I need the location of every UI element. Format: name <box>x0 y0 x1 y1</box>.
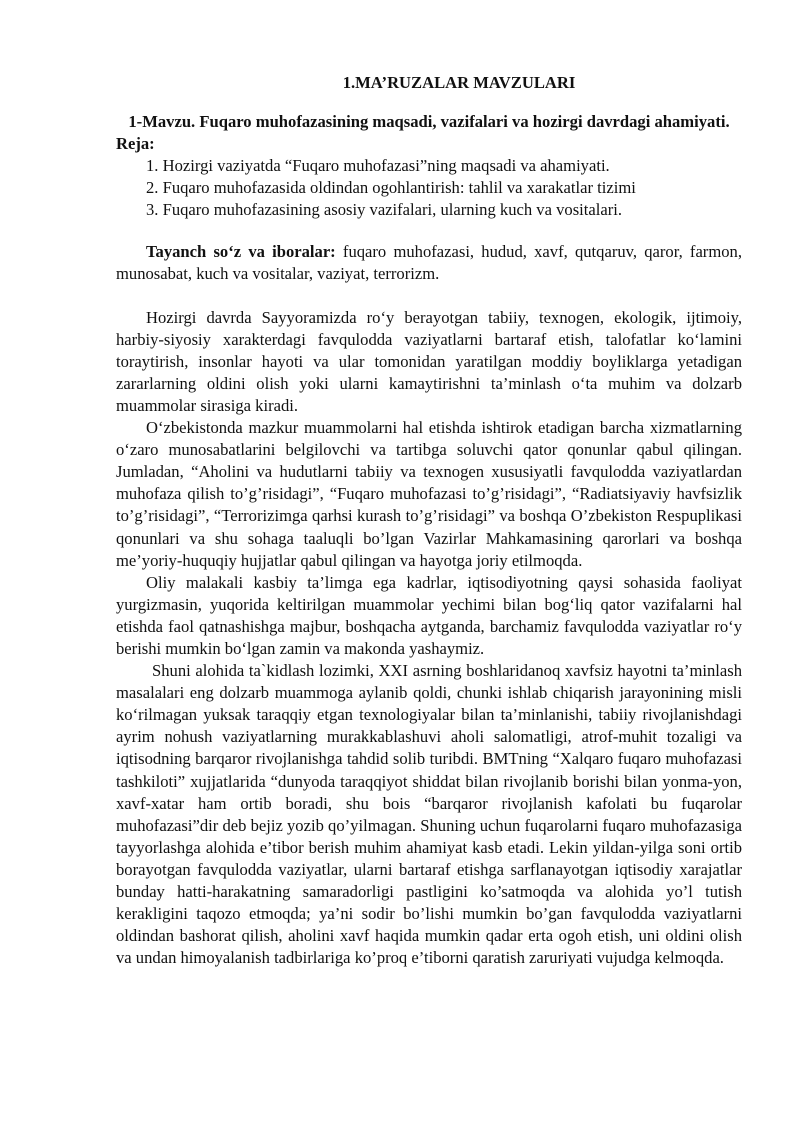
plan-item: 3. Fuqaro muhofazasining asosiy vazifalari, ularning kuch va vositalari. <box>146 200 623 220</box>
keywords-label: Tayanch so‘z va iboralar: <box>146 242 336 262</box>
body-paragraph: Hozirgi davrda Sayyoramizda ro‘y berayotgan tabiiy, texnogen, ekologik, ijtimoiy, harbiy-siyosiy xarakterdagi favqulodda vaziyatlarni bartaraf etish, talofatlar ko‘lamini toraytirish, insonlar hayoti va ular tomonidan yaratilgan moddiy boyliklarga yetadigan zararlarning oldini olish yoki ularni kamaytirishni ta’minlash o‘ta muhim va dolzarb muammolar sirasiga kiradi. <box>116 307 742 415</box>
plan-label: Reja: <box>116 134 155 153</box>
plan-list <box>116 155 742 221</box>
body-paragraph: Shuni alohida ta`kidlash lozimki, XXI asrning boshlaridanoq xavfsiz hayotni ta’minlash masalalari eng dolzarb muammoga aylanib qoldi, chunki ishlab chiqarish jarayonining misli ko‘rilmagan yuksak taraqqiy etgan texnologiyalar bilan ta’minlanishi, tabiiy rivojlanishdagi ayrim nohush vaziyatlarning murakkablashuvi aholi salomatligi, atrof-muhit tozaligi va iqtisodning barqaror rivojlanishga tahdid solib turibdi. BMTning “Xalqaro fuqaro muhofazasi tashkiloti” xujjatlarida “dunyoda taraqqiyot shiddat bilan rivojlanib borishi bilan yonma-yon, xavf-xatar ham ortib boradi, shu bois “barqaror rivojlanish kafolati bu fuqarolar muhofazasi”dir deb bejiz yozib qo’yilmagan. Shuning uchun fuqarolarni fuqaro muhofazasiga tayyorlashga alohida e’tibor berish muhim ahamiyat kasb etadi. Lekin yildan-yilga soni ortib borayotgan favqulodda vaziyatlar, ularni bartaraf etishga sarflanayotgan iqtisodiy xarajatlar bunday hatti-harakatning samaradorligi pastligini ko’satmoqda va alohida yo’l tutish kerakligini taqozo etmoqda; ya’ni sodir bo’lishi mumkin bo’gan favqulodda vaziyatlarni oldindan bashorat qilish, aholini xavf haqida mumkin qadar erta ogoh etish, uni oldini olish va undan himoyalanish tadbirlariga ko’proq e’tiborni qaratish zaruriyati vujudga kelmoqda. <box>116 661 742 968</box>
body-paragraph: O‘zbekistonda mazkur muammolarni hal etishda ishtirok etadigan barcha xizmatlarning o‘zaro munosabatlarini belgilovchi va tartibga soluvchi qator qonunlar qabul qilingan. Jumladan, “Aholini va hudutlarni tabiiy va texnogen xususiyatli favqulodda vaziyatlardan muhofaza qilish to’g’risidagi”, “Fuqaro muhofazasi to’g’risidagi”, “Radiatsiyaviy havfsizlik to’g’risidagi”, “Terrorizimga qarhsi kurash to’g’risidagi” va boshqa O’zbekiston Respuplikasi qonunlari va shu sohaga taaluqli bo’lgan Vazirlar Mahkamasining qarorlari va boshqa me’yoriy-huquqiy hujjatlar qabul qilingan va hayotga joriy etilmoqda. <box>116 418 742 570</box>
document-page <box>116 72 742 969</box>
section-title: 1.MA’RUZALAR MAVZULARI <box>342 73 576 92</box>
plan-item: 2. Fuqaro muhofazasida oldindan ogohlantirish: tahlil va xarakatlar tizimi <box>146 178 636 198</box>
keywords-text: fuqaro muhofazasi, hudud, xavf, qutqaruv, qaror, farmon, munosabat, kuch va vositalar, vaziyat, terrorizm. <box>116 242 742 284</box>
body-paragraph: Oliy malakali kasbiy ta’limga ega kadrlar, iqtisodiyotning qaysi sohasida faoliyat yurgizmasin, yuqorida keltirilgan muammolar yechimi bilan bog‘liq qator vazifalarni hal etishda faol qatnashishga majbur, boshqacha aytganda, barchamiz favqulodda vaziyatlar ro‘y berishi mumkin bo‘lgan zamin va makonda yashaymiz. <box>116 572 742 658</box>
keywords-paragraph <box>116 241 742 285</box>
topic-heading: 1-Mavzu. Fuqaro muhofazasining maqsadi, vazifalari va hozirgi davrdagi ahamiyati. <box>128 112 730 131</box>
plan-item: 1. Hozirgi vaziyatda “Fuqaro muhofazasi”ning maqsadi va ahamiyati. <box>146 156 610 176</box>
